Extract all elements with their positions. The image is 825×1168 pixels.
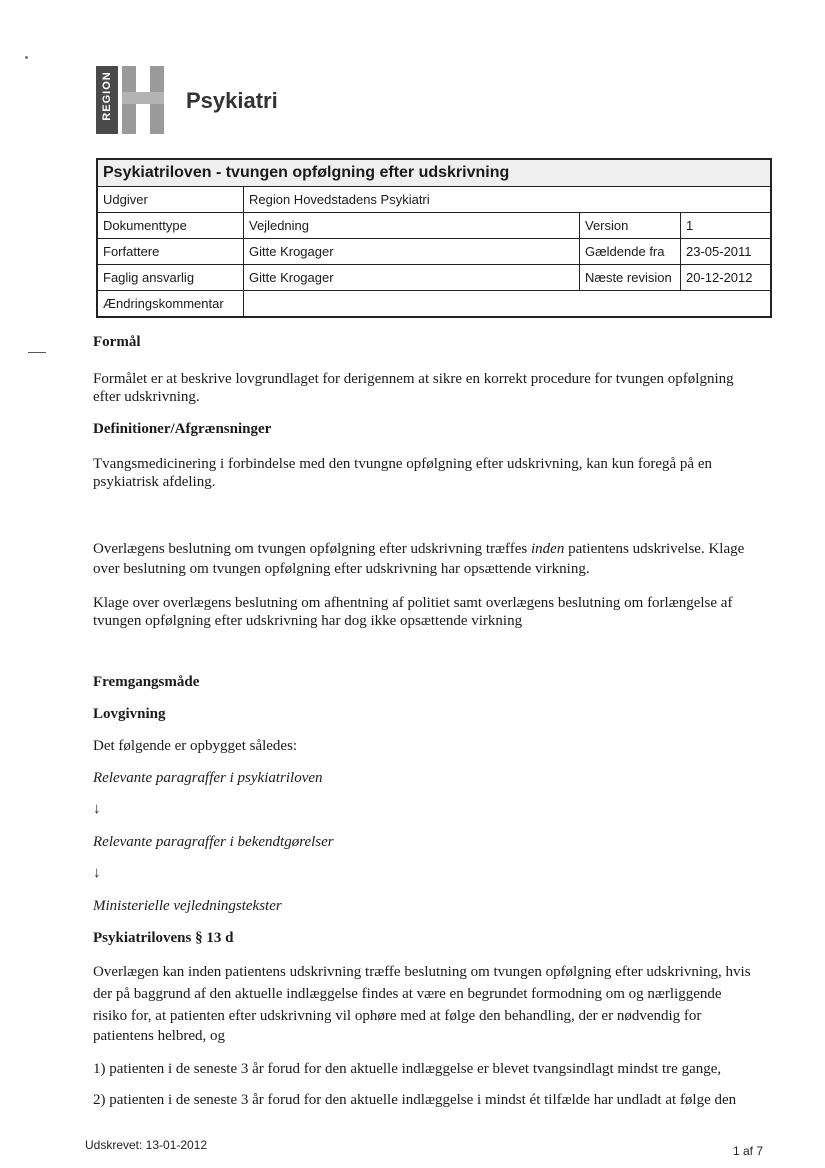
heading-lovgivning: Lovgivning	[93, 706, 166, 722]
scan-dot	[25, 56, 28, 59]
structure-item: Relevante paragraffer i bekendtgørelser	[93, 834, 334, 850]
region-logo	[96, 66, 168, 134]
text-span: Overlægens beslutning om tvungen opfølgning efter udskrivning træffes	[93, 541, 531, 557]
meta-row	[98, 290, 770, 316]
emphasis-span: inden	[531, 541, 565, 557]
meta-label-secondary: Version	[579, 212, 680, 238]
meta-label: Ændringskommentar	[103, 295, 224, 311]
heading-formaal: Formål	[93, 334, 141, 350]
paragraph-line: Tvangsmedicinering i forbindelse med den tvungne opfølgning efter udskrivning, kan kun foregå på en	[93, 456, 712, 472]
down-arrow-icon: ↓	[93, 865, 101, 881]
paragraph-line: efter udskrivning.	[93, 389, 200, 405]
meta-row	[98, 238, 770, 265]
meta-value-secondary: 20-12-2012	[680, 264, 770, 290]
meta-value-secondary: 23-05-2011	[680, 238, 770, 264]
meta-label: Udgiver	[103, 191, 148, 207]
meta-row	[98, 264, 770, 291]
meta-label: Dokumenttype	[103, 217, 187, 233]
paragraph-line: Overlægen kan inden patientens udskrivning træffe beslutning om tvungen opfølgning efter udskrivning, hvis	[93, 964, 751, 980]
printed-date: Udskrevet: 13-01-2012	[85, 1138, 208, 1152]
list-item: 1) patienten i de seneste 3 år forud for den aktuelle indlæggelse er blevet tvangsindlagt mindst tre gange,	[93, 1061, 722, 1077]
structure-item: Ministerielle vejledningstekster	[93, 898, 282, 914]
meta-label-secondary: Gældende fra	[579, 238, 680, 264]
page-number: 1 af 7	[733, 1144, 764, 1158]
meta-value	[243, 290, 770, 316]
text-span: patientens udskrivelse. Klage	[564, 541, 745, 557]
paragraph-line: risiko for, at patienten efter udskrivning vil ophøre med at følge den behandling, der er nødvendig for	[93, 1008, 702, 1024]
paragraph-line: tvungen opfølgning efter udskrivning har dog ikke opsættende virkning	[93, 613, 523, 629]
meta-value: Vejledning	[243, 212, 579, 238]
paragraph-line	[93, 540, 753, 558]
meta-label: Faglig ansvarlig	[103, 269, 195, 285]
down-arrow-icon: ↓	[93, 801, 101, 817]
structure-item: Relevante paragraffer i psykiatriloven	[93, 770, 323, 786]
heading-paragraf-13d: Psykiatrilovens § 13 d	[93, 930, 234, 946]
meta-value-secondary: 1	[680, 212, 770, 238]
meta-title-row	[98, 160, 770, 187]
paragraph-line: der på baggrund af den aktuelle indlæggelse findes at være en begrundet formodning om og nærliggende	[93, 986, 722, 1002]
document-meta-table	[96, 158, 772, 318]
list-item: 2) patienten i de seneste 3 år forud for den aktuelle indlæggelse i mindst ét tilfælde har undladt at følge den	[93, 1092, 737, 1108]
paragraph-line: psykiatrisk afdeling.	[93, 474, 216, 490]
logo-region-text: REGION	[101, 71, 113, 121]
meta-title: Psykiatriloven - tvungen opfølgning efter udskrivning	[98, 160, 770, 186]
paragraph-line: Formålet er at beskrive lovgrundlaget for derigennem at sikre en korrekt procedure for tvungen opfølgning	[93, 371, 734, 387]
paragraph-line: Det følgende er opbygget således:	[93, 738, 298, 754]
meta-value: Gitte Krogager	[243, 264, 579, 290]
meta-value: Gitte Krogager	[243, 238, 579, 264]
paragraph-line: Klage over overlægens beslutning om afhentning af politiet samt overlægens beslutning om forlængelse af	[93, 595, 733, 611]
meta-label-secondary: Næste revision	[579, 264, 680, 290]
logo-h-icon	[122, 66, 166, 134]
meta-value: Region Hovedstadens Psykiatri	[243, 186, 770, 212]
paragraph-line: patientens helbred, og	[93, 1028, 226, 1044]
meta-row	[98, 212, 770, 239]
brand-name: Psykiatri	[186, 88, 278, 113]
meta-row	[98, 186, 770, 213]
heading-definitioner: Definitioner/Afgrænsninger	[93, 421, 272, 437]
logo-vertical-band	[96, 66, 118, 134]
heading-fremgangsmaade: Fremgangsmåde	[93, 674, 200, 690]
meta-label: Forfattere	[103, 243, 160, 259]
margin-mark	[28, 352, 46, 353]
paragraph-line: over beslutning om tvungen opfølgning efter udskrivning har opsættende virkning.	[93, 561, 590, 577]
